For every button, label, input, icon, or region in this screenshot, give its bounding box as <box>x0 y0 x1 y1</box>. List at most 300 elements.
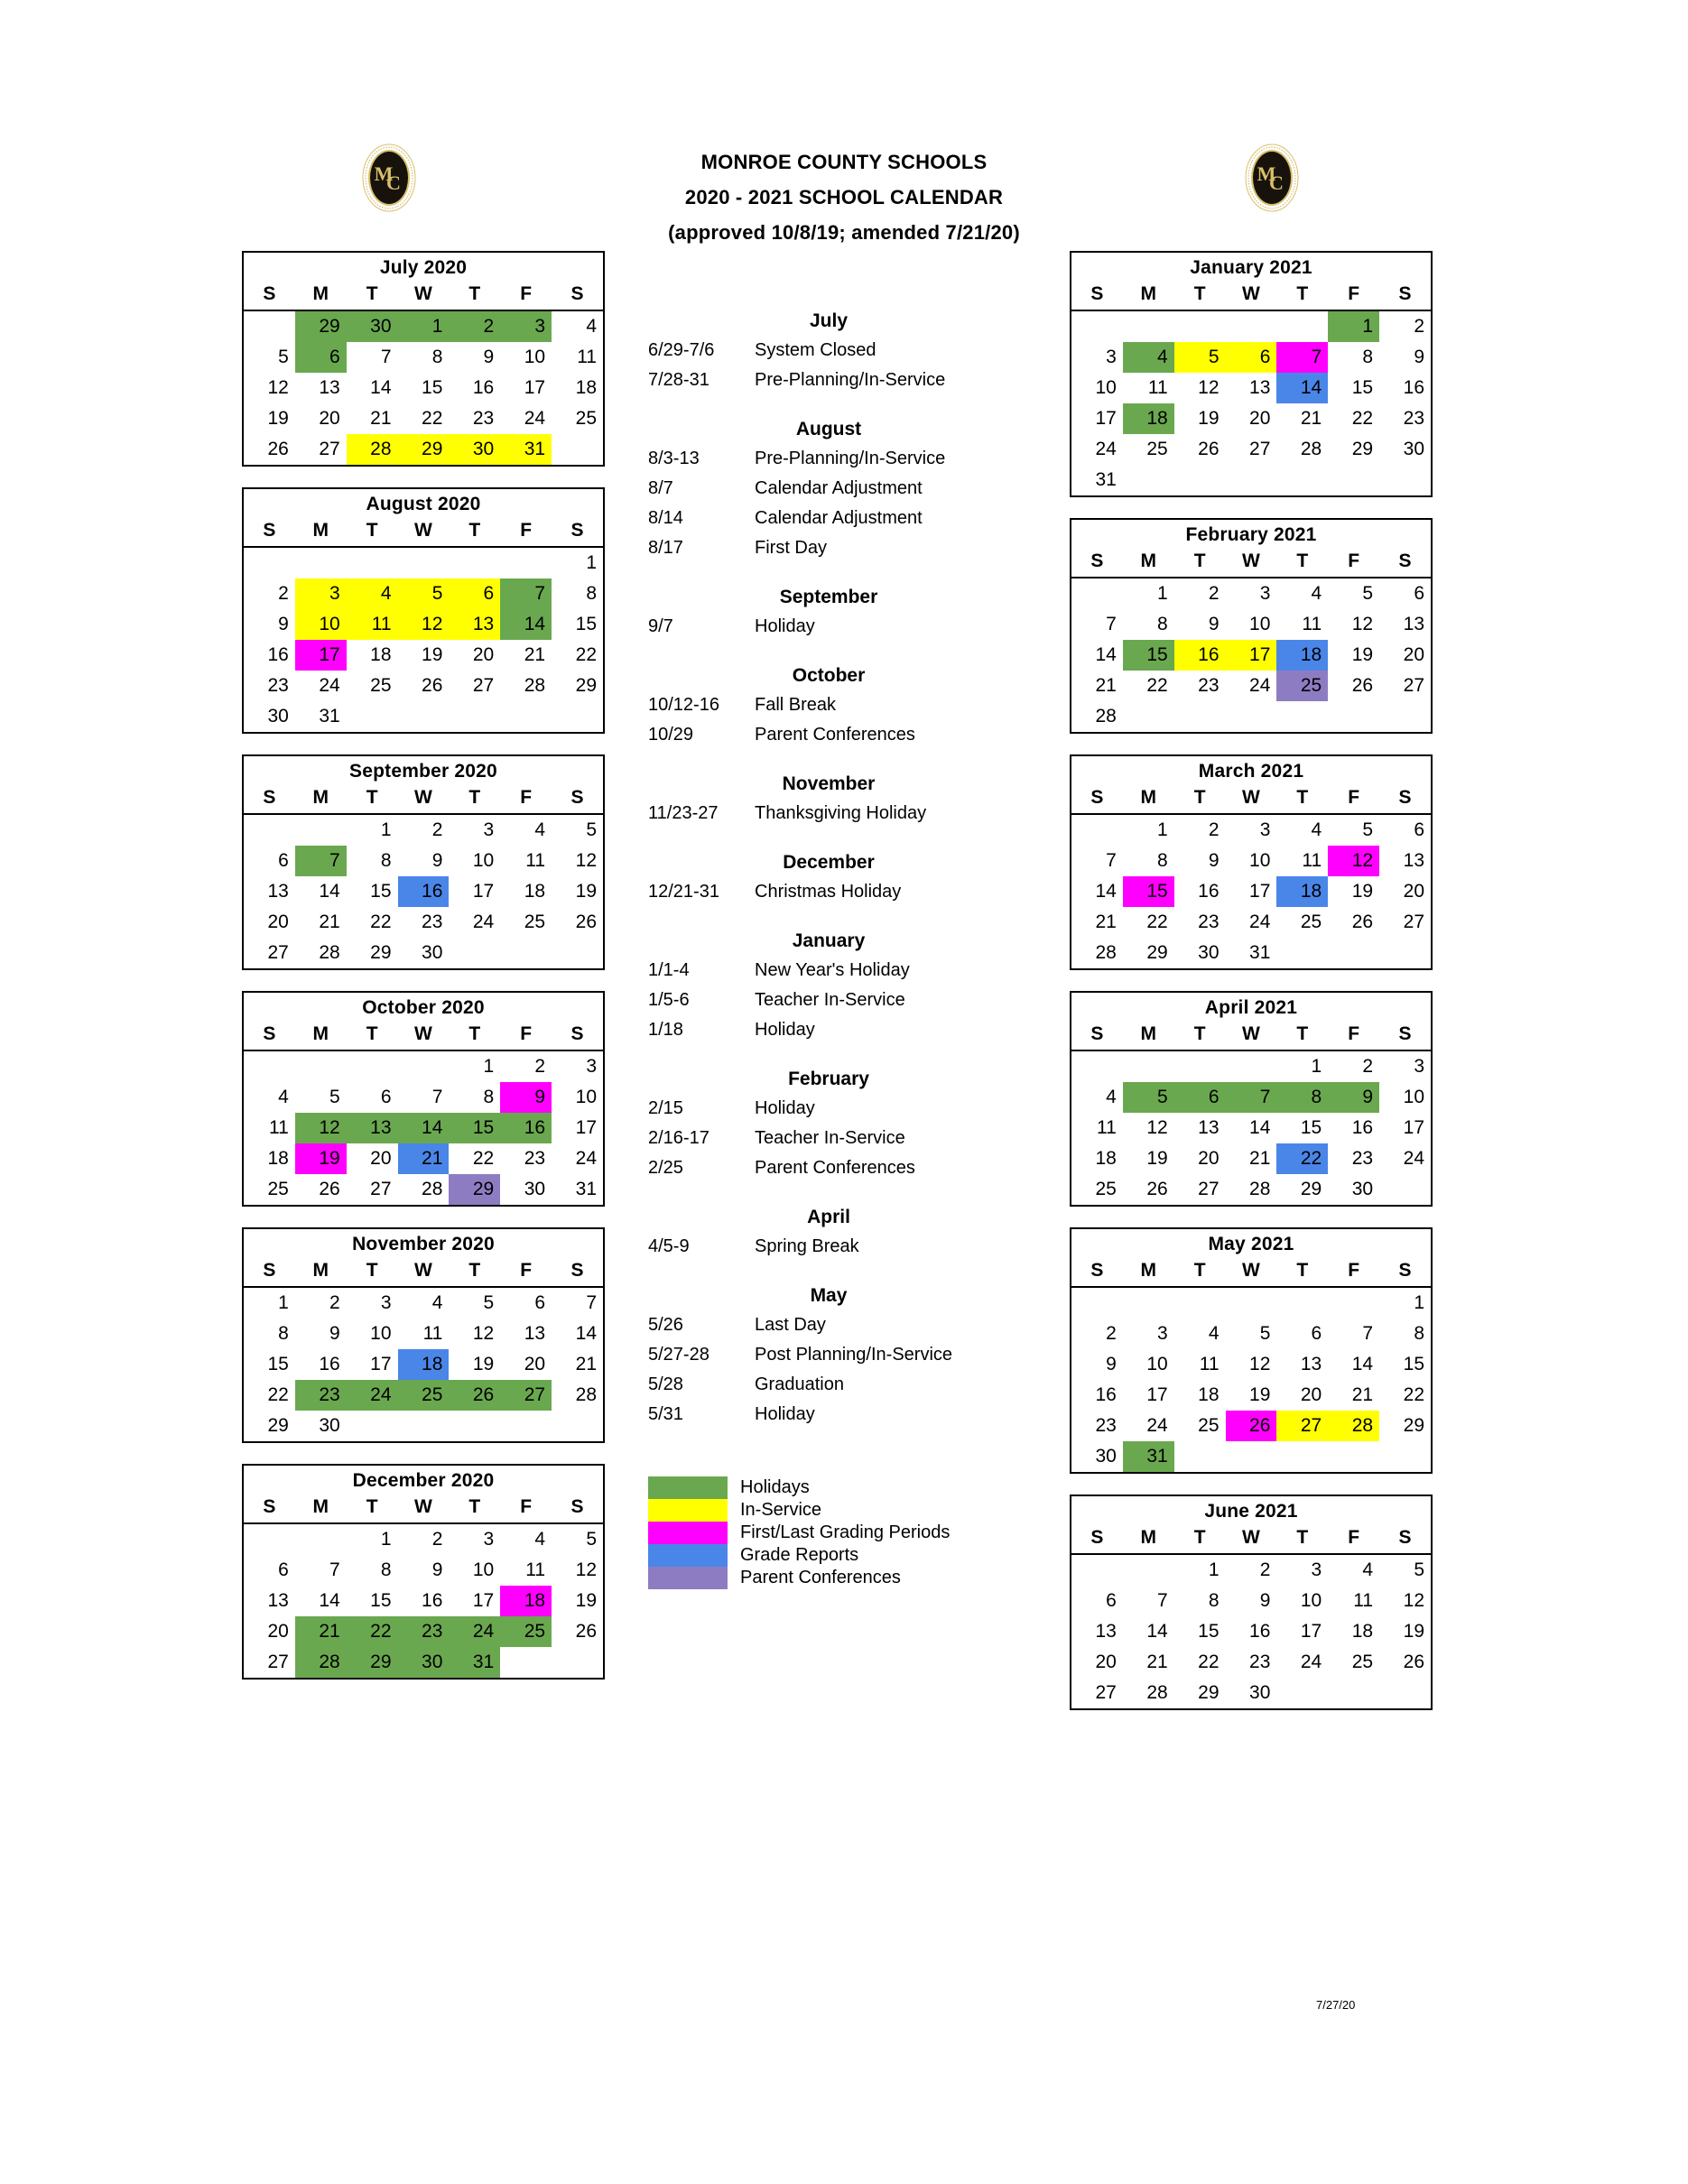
day-cell[interactable]: 2 <box>278 583 289 604</box>
day-cell[interactable]: 22 <box>1351 408 1374 429</box>
day-cell[interactable]: 9 <box>278 614 289 634</box>
day-cell[interactable]: 27 <box>500 1380 552 1411</box>
day-cell[interactable]: 27 <box>1198 1179 1220 1199</box>
day-cell[interactable]: 5 <box>586 819 597 840</box>
day-cell[interactable]: 31 <box>1095 469 1117 490</box>
day-cell[interactable]: 30 <box>1198 942 1220 963</box>
day-cell[interactable]: 1 <box>586 552 597 573</box>
day-cell[interactable]: 24 <box>1249 675 1271 696</box>
day-cell[interactable]: 29 <box>1198 1682 1220 1703</box>
day-cell[interactable]: 12 <box>1351 614 1374 634</box>
day-cell[interactable]: 30 <box>398 1647 450 1678</box>
day-cell[interactable]: 6 <box>1106 1590 1117 1611</box>
day-cell[interactable]: 2 <box>534 1056 546 1077</box>
day-cell[interactable]: 17 <box>1095 408 1117 429</box>
day-cell[interactable]: 4 <box>431 1292 443 1313</box>
day-cell[interactable]: 29 <box>267 1415 289 1436</box>
day-cell[interactable]: 28 <box>1328 1411 1379 1441</box>
day-cell[interactable]: 18 <box>370 644 392 665</box>
day-cell[interactable]: 20 <box>370 1148 392 1169</box>
day-cell[interactable]: 29 <box>398 434 450 465</box>
day-cell[interactable]: 3 <box>295 578 347 609</box>
day-cell[interactable]: 18 <box>1276 876 1328 907</box>
day-cell[interactable]: 15 <box>449 1113 500 1143</box>
day-cell[interactable]: 20 <box>472 644 495 665</box>
day-cell[interactable]: 30 <box>449 434 500 465</box>
day-cell[interactable]: 15 <box>575 614 597 634</box>
day-cell[interactable]: 13 <box>267 881 289 902</box>
day-cell[interactable]: 15 <box>1123 876 1174 907</box>
day-cell[interactable]: 23 <box>398 1616 450 1647</box>
day-cell[interactable]: 3 <box>1157 1323 1168 1344</box>
day-cell[interactable]: 7 <box>1106 614 1117 634</box>
day-cell[interactable]: 18 <box>1351 1621 1374 1642</box>
day-cell[interactable]: 25 <box>575 408 597 429</box>
day-cell[interactable]: 20 <box>1198 1148 1220 1169</box>
day-cell[interactable]: 17 <box>472 1590 495 1611</box>
day-cell[interactable]: 27 <box>267 942 289 963</box>
day-cell[interactable]: 12 <box>1249 1354 1271 1374</box>
day-cell[interactable]: 14 <box>1249 1117 1271 1138</box>
day-cell[interactable]: 22 <box>267 1384 289 1405</box>
day-cell[interactable]: 9 <box>500 1082 552 1113</box>
day-cell[interactable]: 8 <box>1157 614 1168 634</box>
day-cell[interactable]: 15 <box>1351 377 1374 398</box>
day-cell[interactable]: 18 <box>1123 403 1174 434</box>
day-cell[interactable]: 11 <box>422 1323 443 1344</box>
day-cell[interactable]: 11 <box>269 1117 289 1138</box>
day-cell[interactable]: 23 <box>1249 1652 1271 1672</box>
day-cell[interactable]: 20 <box>267 912 289 932</box>
day-cell[interactable]: 18 <box>398 1349 450 1380</box>
day-cell[interactable]: 1 <box>1414 1292 1424 1313</box>
day-cell[interactable]: 24 <box>1146 1415 1168 1436</box>
day-cell[interactable]: 1 <box>483 1056 495 1077</box>
day-cell[interactable]: 18 <box>500 1586 552 1616</box>
day-cell[interactable]: 6 <box>449 578 500 609</box>
day-cell[interactable]: 4 <box>278 1087 289 1107</box>
day-cell[interactable]: 21 <box>1095 675 1117 696</box>
day-cell[interactable]: 7 <box>1157 1590 1168 1611</box>
day-cell[interactable]: 1 <box>1208 1559 1220 1580</box>
day-cell[interactable]: 30 <box>1095 1446 1117 1467</box>
day-cell[interactable]: 2 <box>1208 583 1220 604</box>
day-cell[interactable]: 12 <box>1146 1117 1168 1138</box>
day-cell[interactable]: 28 <box>295 1647 347 1678</box>
day-cell[interactable]: 25 <box>1276 671 1328 701</box>
day-cell[interactable]: 7 <box>500 578 552 609</box>
day-cell[interactable]: 12 <box>575 1559 597 1580</box>
day-cell[interactable]: 12 <box>472 1323 495 1344</box>
day-cell[interactable]: 26 <box>1351 675 1374 696</box>
day-cell[interactable]: 27 <box>319 439 340 459</box>
day-cell[interactable]: 20 <box>267 1621 289 1642</box>
day-cell[interactable]: 8 <box>380 1559 392 1580</box>
day-cell[interactable]: 21 <box>319 912 340 932</box>
day-cell[interactable]: 16 <box>1095 1384 1117 1405</box>
day-cell[interactable]: 7 <box>1226 1082 1277 1113</box>
day-cell[interactable]: 3 <box>380 1292 392 1313</box>
day-cell[interactable]: 20 <box>1403 644 1424 665</box>
day-cell[interactable]: 4 <box>534 819 546 840</box>
day-cell[interactable]: 30 <box>1249 1682 1271 1703</box>
day-cell[interactable]: 13 <box>267 1590 289 1611</box>
day-cell[interactable]: 5 <box>1123 1082 1174 1113</box>
day-cell[interactable]: 28 <box>524 675 546 696</box>
day-cell[interactable]: 15 <box>1403 1354 1424 1374</box>
day-cell[interactable]: 29 <box>1300 1179 1322 1199</box>
day-cell[interactable]: 13 <box>1249 377 1271 398</box>
day-cell[interactable]: 20 <box>1403 881 1424 902</box>
day-cell[interactable]: 18 <box>1276 640 1328 671</box>
day-cell[interactable]: 23 <box>295 1380 347 1411</box>
day-cell[interactable]: 4 <box>1362 1559 1374 1580</box>
day-cell[interactable]: 16 <box>1198 881 1220 902</box>
day-cell[interactable]: 8 <box>1276 1082 1328 1113</box>
day-cell[interactable]: 19 <box>1351 881 1374 902</box>
day-cell[interactable]: 7 <box>586 1292 597 1313</box>
day-cell[interactable]: 16 <box>1403 377 1424 398</box>
day-cell[interactable]: 1 <box>1157 583 1168 604</box>
day-cell[interactable]: 6 <box>1226 342 1277 373</box>
day-cell[interactable]: 21 <box>1146 1652 1168 1672</box>
day-cell[interactable]: 28 <box>422 1179 443 1199</box>
day-cell[interactable]: 25 <box>500 1616 552 1647</box>
day-cell[interactable]: 18 <box>524 881 546 902</box>
day-cell[interactable]: 14 <box>1276 373 1328 403</box>
day-cell[interactable]: 17 <box>472 881 495 902</box>
day-cell[interactable]: 19 <box>1403 1621 1424 1642</box>
day-cell[interactable]: 9 <box>1328 1082 1379 1113</box>
day-cell[interactable]: 22 <box>1146 675 1168 696</box>
day-cell[interactable]: 8 <box>1414 1323 1424 1344</box>
day-cell[interactable]: 7 <box>1106 850 1117 871</box>
day-cell[interactable]: 5 <box>1174 342 1226 373</box>
day-cell[interactable]: 21 <box>398 1143 450 1174</box>
day-cell[interactable]: 2 <box>1414 316 1424 337</box>
day-cell[interactable]: 16 <box>500 1113 552 1143</box>
day-cell[interactable]: 3 <box>1259 819 1271 840</box>
day-cell[interactable]: 25 <box>1351 1652 1374 1672</box>
day-cell[interactable]: 5 <box>586 1529 597 1550</box>
day-cell[interactable]: 26 <box>575 1621 597 1642</box>
day-cell[interactable]: 14 <box>1095 881 1117 902</box>
day-cell[interactable]: 23 <box>422 912 443 932</box>
day-cell[interactable]: 31 <box>319 706 340 726</box>
day-cell[interactable]: 26 <box>267 439 289 459</box>
day-cell[interactable]: 24 <box>449 1616 500 1647</box>
day-cell[interactable]: 10 <box>1249 614 1271 634</box>
day-cell[interactable]: 29 <box>1403 1415 1424 1436</box>
day-cell[interactable]: 6 <box>278 1559 289 1580</box>
day-cell[interactable]: 21 <box>370 408 392 429</box>
day-cell[interactable]: 21 <box>1095 912 1117 932</box>
day-cell[interactable]: 20 <box>1300 1384 1322 1405</box>
day-cell[interactable]: 23 <box>1403 408 1424 429</box>
day-cell[interactable]: 24 <box>319 675 340 696</box>
day-cell[interactable]: 14 <box>319 881 340 902</box>
day-cell[interactable]: 29 <box>1146 942 1168 963</box>
day-cell[interactable]: 12 <box>267 377 289 398</box>
day-cell[interactable]: 15 <box>370 881 392 902</box>
day-cell[interactable]: 1 <box>380 1529 392 1550</box>
day-cell[interactable]: 8 <box>380 850 392 871</box>
day-cell[interactable]: 11 <box>525 850 546 871</box>
day-cell[interactable]: 6 <box>534 1292 546 1313</box>
day-cell[interactable]: 30 <box>1351 1179 1374 1199</box>
day-cell[interactable]: 28 <box>1300 439 1322 459</box>
day-cell[interactable]: 6 <box>295 342 347 373</box>
day-cell[interactable]: 17 <box>575 1117 597 1138</box>
day-cell[interactable]: 10 <box>1403 1087 1424 1107</box>
day-cell[interactable]: 28 <box>1249 1179 1271 1199</box>
day-cell[interactable]: 23 <box>1198 912 1220 932</box>
day-cell[interactable]: 13 <box>1095 1621 1117 1642</box>
day-cell[interactable]: 8 <box>586 583 597 604</box>
day-cell[interactable]: 14 <box>370 377 392 398</box>
day-cell[interactable]: 3 <box>1414 1056 1424 1077</box>
day-cell[interactable]: 9 <box>329 1323 340 1344</box>
day-cell[interactable]: 4 <box>347 578 398 609</box>
day-cell[interactable]: 23 <box>1198 675 1220 696</box>
day-cell[interactable]: 2 <box>449 310 500 342</box>
day-cell[interactable]: 30 <box>1403 439 1424 459</box>
day-cell[interactable]: 30 <box>347 310 398 342</box>
day-cell[interactable]: 16 <box>398 876 450 907</box>
day-cell[interactable]: 24 <box>524 408 546 429</box>
day-cell[interactable]: 8 <box>1157 850 1168 871</box>
day-cell[interactable]: 16 <box>1174 640 1226 671</box>
day-cell[interactable]: 7 <box>1362 1323 1374 1344</box>
day-cell[interactable]: 9 <box>1208 614 1220 634</box>
day-cell[interactable]: 4 <box>1123 342 1174 373</box>
day-cell[interactable]: 13 <box>347 1113 398 1143</box>
day-cell[interactable]: 24 <box>575 1148 597 1169</box>
day-cell[interactable]: 19 <box>472 1354 495 1374</box>
day-cell[interactable]: 10 <box>1249 850 1271 871</box>
day-cell[interactable]: 16 <box>422 1590 443 1611</box>
day-cell[interactable]: 15 <box>422 377 443 398</box>
day-cell[interactable]: 13 <box>1198 1117 1220 1138</box>
day-cell[interactable]: 30 <box>267 706 289 726</box>
day-cell[interactable]: 14 <box>575 1323 597 1344</box>
day-cell[interactable]: 10 <box>295 609 347 640</box>
day-cell[interactable]: 15 <box>267 1354 289 1374</box>
day-cell[interactable]: 12 <box>575 850 597 871</box>
day-cell[interactable]: 6 <box>1174 1082 1226 1113</box>
day-cell[interactable]: 8 <box>1362 347 1374 367</box>
day-cell[interactable]: 3 <box>586 1056 597 1077</box>
day-cell[interactable]: 20 <box>524 1354 546 1374</box>
day-cell[interactable]: 23 <box>524 1148 546 1169</box>
day-cell[interactable]: 25 <box>1198 1415 1220 1436</box>
day-cell[interactable]: 10 <box>370 1323 392 1344</box>
day-cell[interactable]: 13 <box>449 609 500 640</box>
day-cell[interactable]: 24 <box>472 912 495 932</box>
day-cell[interactable]: 18 <box>1095 1148 1117 1169</box>
day-cell[interactable]: 21 <box>524 644 546 665</box>
day-cell[interactable]: 22 <box>1276 1143 1328 1174</box>
day-cell[interactable]: 13 <box>1403 850 1424 871</box>
day-cell[interactable]: 17 <box>295 640 347 671</box>
day-cell[interactable]: 12 <box>1198 377 1220 398</box>
day-cell[interactable]: 16 <box>267 644 289 665</box>
day-cell[interactable]: 19 <box>295 1143 347 1174</box>
day-cell[interactable]: 11 <box>347 609 398 640</box>
day-cell[interactable]: 31 <box>500 434 552 465</box>
day-cell[interactable]: 27 <box>472 675 495 696</box>
day-cell[interactable]: 28 <box>1146 1682 1168 1703</box>
day-cell[interactable]: 31 <box>1249 942 1271 963</box>
day-cell[interactable]: 25 <box>1300 912 1322 932</box>
day-cell[interactable]: 10 <box>524 347 546 367</box>
day-cell[interactable]: 31 <box>575 1179 597 1199</box>
day-cell[interactable]: 25 <box>398 1380 450 1411</box>
day-cell[interactable]: 27 <box>1403 912 1424 932</box>
day-cell[interactable]: 10 <box>472 850 495 871</box>
day-cell[interactable]: 9 <box>483 347 495 367</box>
day-cell[interactable]: 3 <box>1259 583 1271 604</box>
day-cell[interactable]: 12 <box>1328 846 1379 876</box>
day-cell[interactable]: 8 <box>1208 1590 1220 1611</box>
day-cell[interactable]: 20 <box>319 408 340 429</box>
day-cell[interactable]: 3 <box>1311 1559 1322 1580</box>
day-cell[interactable]: 29 <box>1351 439 1374 459</box>
day-cell[interactable]: 17 <box>1146 1384 1168 1405</box>
day-cell[interactable]: 26 <box>422 675 443 696</box>
day-cell[interactable]: 15 <box>1198 1621 1220 1642</box>
day-cell[interactable]: 25 <box>267 1179 289 1199</box>
day-cell[interactable]: 19 <box>1351 644 1374 665</box>
day-cell[interactable]: 11 <box>577 347 597 367</box>
day-cell[interactable]: 13 <box>1300 1354 1322 1374</box>
day-cell[interactable]: 11 <box>1199 1354 1220 1374</box>
day-cell[interactable]: 22 <box>575 644 597 665</box>
day-cell[interactable]: 6 <box>380 1087 392 1107</box>
day-cell[interactable]: 3 <box>483 1529 495 1550</box>
day-cell[interactable]: 28 <box>319 942 340 963</box>
day-cell[interactable]: 2 <box>1106 1323 1117 1344</box>
day-cell[interactable]: 16 <box>472 377 495 398</box>
day-cell[interactable]: 4 <box>1311 819 1322 840</box>
day-cell[interactable]: 26 <box>575 912 597 932</box>
day-cell[interactable]: 28 <box>575 1384 597 1405</box>
day-cell[interactable]: 16 <box>1351 1117 1374 1138</box>
day-cell[interactable]: 5 <box>1414 1559 1424 1580</box>
day-cell[interactable]: 9 <box>1106 1354 1117 1374</box>
day-cell[interactable]: 27 <box>1403 675 1424 696</box>
day-cell[interactable]: 1 <box>380 819 392 840</box>
day-cell[interactable]: 4 <box>586 316 597 337</box>
day-cell[interactable]: 10 <box>1095 377 1117 398</box>
day-cell[interactable]: 5 <box>1259 1323 1271 1344</box>
day-cell[interactable]: 24 <box>1300 1652 1322 1672</box>
day-cell[interactable]: 11 <box>1302 850 1322 871</box>
day-cell[interactable]: 22 <box>1198 1652 1220 1672</box>
day-cell[interactable]: 22 <box>1403 1384 1424 1405</box>
day-cell[interactable]: 22 <box>1146 912 1168 932</box>
day-cell[interactable]: 24 <box>1095 439 1117 459</box>
day-cell[interactable]: 30 <box>422 942 443 963</box>
day-cell[interactable]: 27 <box>1249 439 1271 459</box>
day-cell[interactable]: 4 <box>1208 1323 1220 1344</box>
day-cell[interactable]: 21 <box>1249 1148 1271 1169</box>
day-cell[interactable]: 1 <box>398 310 450 342</box>
day-cell[interactable]: 25 <box>370 675 392 696</box>
day-cell[interactable]: 26 <box>319 1179 340 1199</box>
day-cell[interactable]: 23 <box>472 408 495 429</box>
day-cell[interactable]: 25 <box>524 912 546 932</box>
day-cell[interactable]: 8 <box>431 347 443 367</box>
day-cell[interactable]: 7 <box>329 1559 340 1580</box>
day-cell[interactable]: 21 <box>1300 408 1322 429</box>
day-cell[interactable]: 2 <box>431 1529 443 1550</box>
day-cell[interactable]: 22 <box>370 912 392 932</box>
day-cell[interactable]: 27 <box>1276 1411 1328 1441</box>
day-cell[interactable]: 12 <box>1403 1590 1424 1611</box>
day-cell[interactable]: 25 <box>1146 439 1168 459</box>
day-cell[interactable]: 19 <box>575 1590 597 1611</box>
day-cell[interactable]: 26 <box>1198 439 1220 459</box>
day-cell[interactable]: 2 <box>431 819 443 840</box>
day-cell[interactable]: 16 <box>319 1354 340 1374</box>
day-cell[interactable]: 9 <box>1259 1590 1271 1611</box>
day-cell[interactable]: 7 <box>1276 342 1328 373</box>
day-cell[interactable]: 9 <box>1208 850 1220 871</box>
day-cell[interactable]: 23 <box>1095 1415 1117 1436</box>
day-cell[interactable]: 30 <box>319 1415 340 1436</box>
day-cell[interactable]: 14 <box>1095 644 1117 665</box>
day-cell[interactable]: 26 <box>1146 1179 1168 1199</box>
day-cell[interactable]: 11 <box>1353 1590 1374 1611</box>
day-cell[interactable]: 11 <box>1302 614 1322 634</box>
day-cell[interactable]: 23 <box>1351 1148 1374 1169</box>
day-cell[interactable]: 24 <box>347 1380 398 1411</box>
day-cell[interactable]: 19 <box>267 408 289 429</box>
day-cell[interactable]: 5 <box>329 1087 340 1107</box>
day-cell[interactable]: 18 <box>575 377 597 398</box>
day-cell[interactable]: 29 <box>347 1647 398 1678</box>
day-cell[interactable]: 20 <box>1249 408 1271 429</box>
day-cell[interactable]: 5 <box>1362 583 1374 604</box>
day-cell[interactable]: 12 <box>295 1113 347 1143</box>
day-cell[interactable]: 4 <box>1311 583 1322 604</box>
day-cell[interactable]: 10 <box>1300 1590 1322 1611</box>
day-cell[interactable]: 14 <box>1351 1354 1374 1374</box>
day-cell[interactable]: 8 <box>278 1323 289 1344</box>
day-cell[interactable]: 28 <box>1095 942 1117 963</box>
day-cell[interactable]: 2 <box>1259 1559 1271 1580</box>
day-cell[interactable]: 18 <box>267 1148 289 1169</box>
day-cell[interactable]: 25 <box>1095 1179 1117 1199</box>
day-cell[interactable]: 3 <box>1106 347 1117 367</box>
day-cell[interactable]: 27 <box>1095 1682 1117 1703</box>
day-cell[interactable]: 29 <box>449 1174 500 1205</box>
day-cell[interactable]: 1 <box>278 1292 289 1313</box>
day-cell[interactable]: 19 <box>575 881 597 902</box>
day-cell[interactable]: 29 <box>370 942 392 963</box>
day-cell[interactable]: 16 <box>1249 1621 1271 1642</box>
day-cell[interactable]: 13 <box>1403 614 1424 634</box>
day-cell[interactable]: 6 <box>1414 819 1424 840</box>
day-cell[interactable]: 3 <box>500 310 552 342</box>
day-cell[interactable]: 17 <box>1249 881 1271 902</box>
day-cell[interactable]: 10 <box>575 1087 597 1107</box>
day-cell[interactable]: 12 <box>398 609 450 640</box>
day-cell[interactable]: 1 <box>1328 310 1379 342</box>
day-cell[interactable]: 30 <box>524 1179 546 1199</box>
day-cell[interactable]: 18 <box>1198 1384 1220 1405</box>
